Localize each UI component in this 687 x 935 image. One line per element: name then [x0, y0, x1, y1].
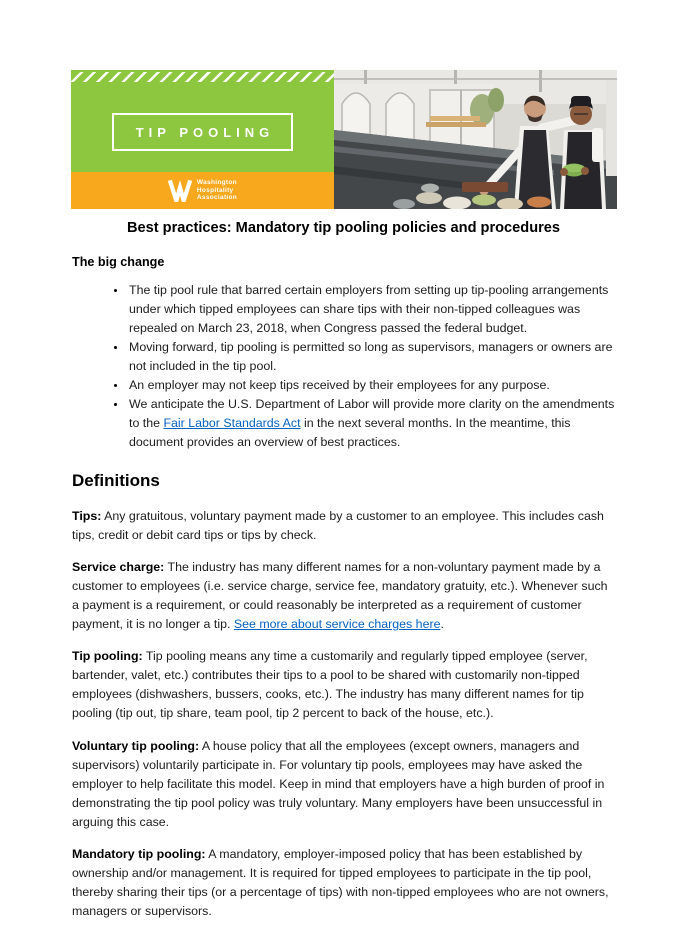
flsa-link[interactable]: Fair Labor Standards Act — [163, 415, 301, 430]
kitchen-photo-illustration — [334, 70, 617, 209]
definition-text: A house policy that all the employees (except owners, managers and supervisors) voluntarily participate in. For voluntary tip pools, employees may have asked the employer to help facilitate this model. Keep in mind that employers have a high burden of proof in demonstrating the tip pool policy was truly voluntary. Many employers have been unsuccessful in arguing this case. — [72, 738, 605, 829]
definition-label: Mandatory tip pooling: — [72, 847, 206, 862]
definition-service-charge — [72, 558, 615, 634]
definitions-heading: Definitions — [72, 470, 160, 490]
definition-label: Voluntary tip pooling: — [72, 738, 200, 753]
banner-orange-strip — [71, 172, 334, 209]
definition-tip-pooling — [72, 647, 615, 723]
bullet-item — [127, 281, 615, 338]
definition-tips — [72, 507, 615, 545]
bullet-item — [127, 395, 615, 452]
definition-label: Tips: — [72, 508, 102, 523]
definition-text: Any gratuitous, voluntary payment made by a customer to an employee. This includes cash tips, credit or debit card tips or tips by check. — [72, 508, 604, 542]
bullet-text: An employer may not keep tips received by their employees for any purpose. — [129, 377, 550, 392]
tip-pooling-title-box — [112, 113, 293, 151]
definition-mandatory-tip-pooling — [72, 845, 615, 921]
definition-text: . — [440, 617, 444, 632]
bullet-text: Moving forward, tip pooling is permitted so long as supervisors, managers or owners are not included in the tip pool. — [129, 339, 613, 373]
bullet-item — [127, 338, 615, 376]
definition-label: Service charge: — [72, 560, 165, 575]
definition-text: A mandatory, employer-imposed policy that has been established by ownership and/or management. It is required for tipped employees to participate in the tip pool, thereby sharing their tips (or a percentage of tips) with non-tipped employees who are not owners, managers or supervisors. — [72, 847, 609, 919]
tip-pooling-label: TIP POOLING — [135, 124, 275, 140]
header-banner — [71, 70, 617, 209]
service-charges-link[interactable]: See more about service charges here — [233, 617, 441, 632]
logo-line-3: Association — [196, 194, 238, 202]
definition-voluntary-tip-pooling — [72, 737, 615, 832]
wha-logo-text — [197, 179, 237, 202]
logo-line-1: Washington — [196, 179, 237, 187]
logo-line-2: Hospitality — [196, 186, 234, 194]
definition-text: The industry has many different names for a non-voluntary payment made by a customer to employees (i.e. service charge, service fee, mandatory gratuity, etc.). Whenever such a payment is a requirement, or could reasonably be interpreted as a requirement of customer payment, it is no longer a tip. — [72, 560, 608, 632]
definition-label: Tip pooling: — [72, 649, 143, 664]
wha-logo-icon — [168, 179, 192, 202]
bullet-item — [127, 376, 615, 395]
bullet-text: in the next several months. In the meantime, this document provides an overview of best practices. — [129, 415, 571, 449]
bullet-text: The tip pool rule that barred certain employers from setting up tip-pooling arrangements under which tipped employees can share tips with their non-tipped colleagues was repealed on March 23, 2018, when Congress passed the federal budget. — [129, 282, 609, 335]
big-change-bullet-list — [72, 281, 615, 452]
bullet-text: We anticipate the U.S. Department of Labor will provide more clarity on the amendments to the — [129, 396, 615, 430]
banner-green-panel — [71, 70, 334, 209]
diagonal-stripes-decoration — [71, 72, 334, 82]
definition-text: Tip pooling means any time a customarily and regularly tipped employee (server, bartender, valet, etc.) contributes their tips to a pool to be shared with customarily non-tipped employees (dishwashers, bussers, cooks, etc.). The industry has many different names for tip pooling (tip out, tip share, team pool, tip 2 percent to back of the house, etc.). — [72, 649, 588, 721]
kitchen-photo — [334, 70, 617, 209]
page-title: Best practices: Mandatory tip pooling policies and procedures — [126, 220, 561, 236]
document-body — [72, 219, 615, 935]
big-change-heading: The big change — [72, 254, 165, 269]
